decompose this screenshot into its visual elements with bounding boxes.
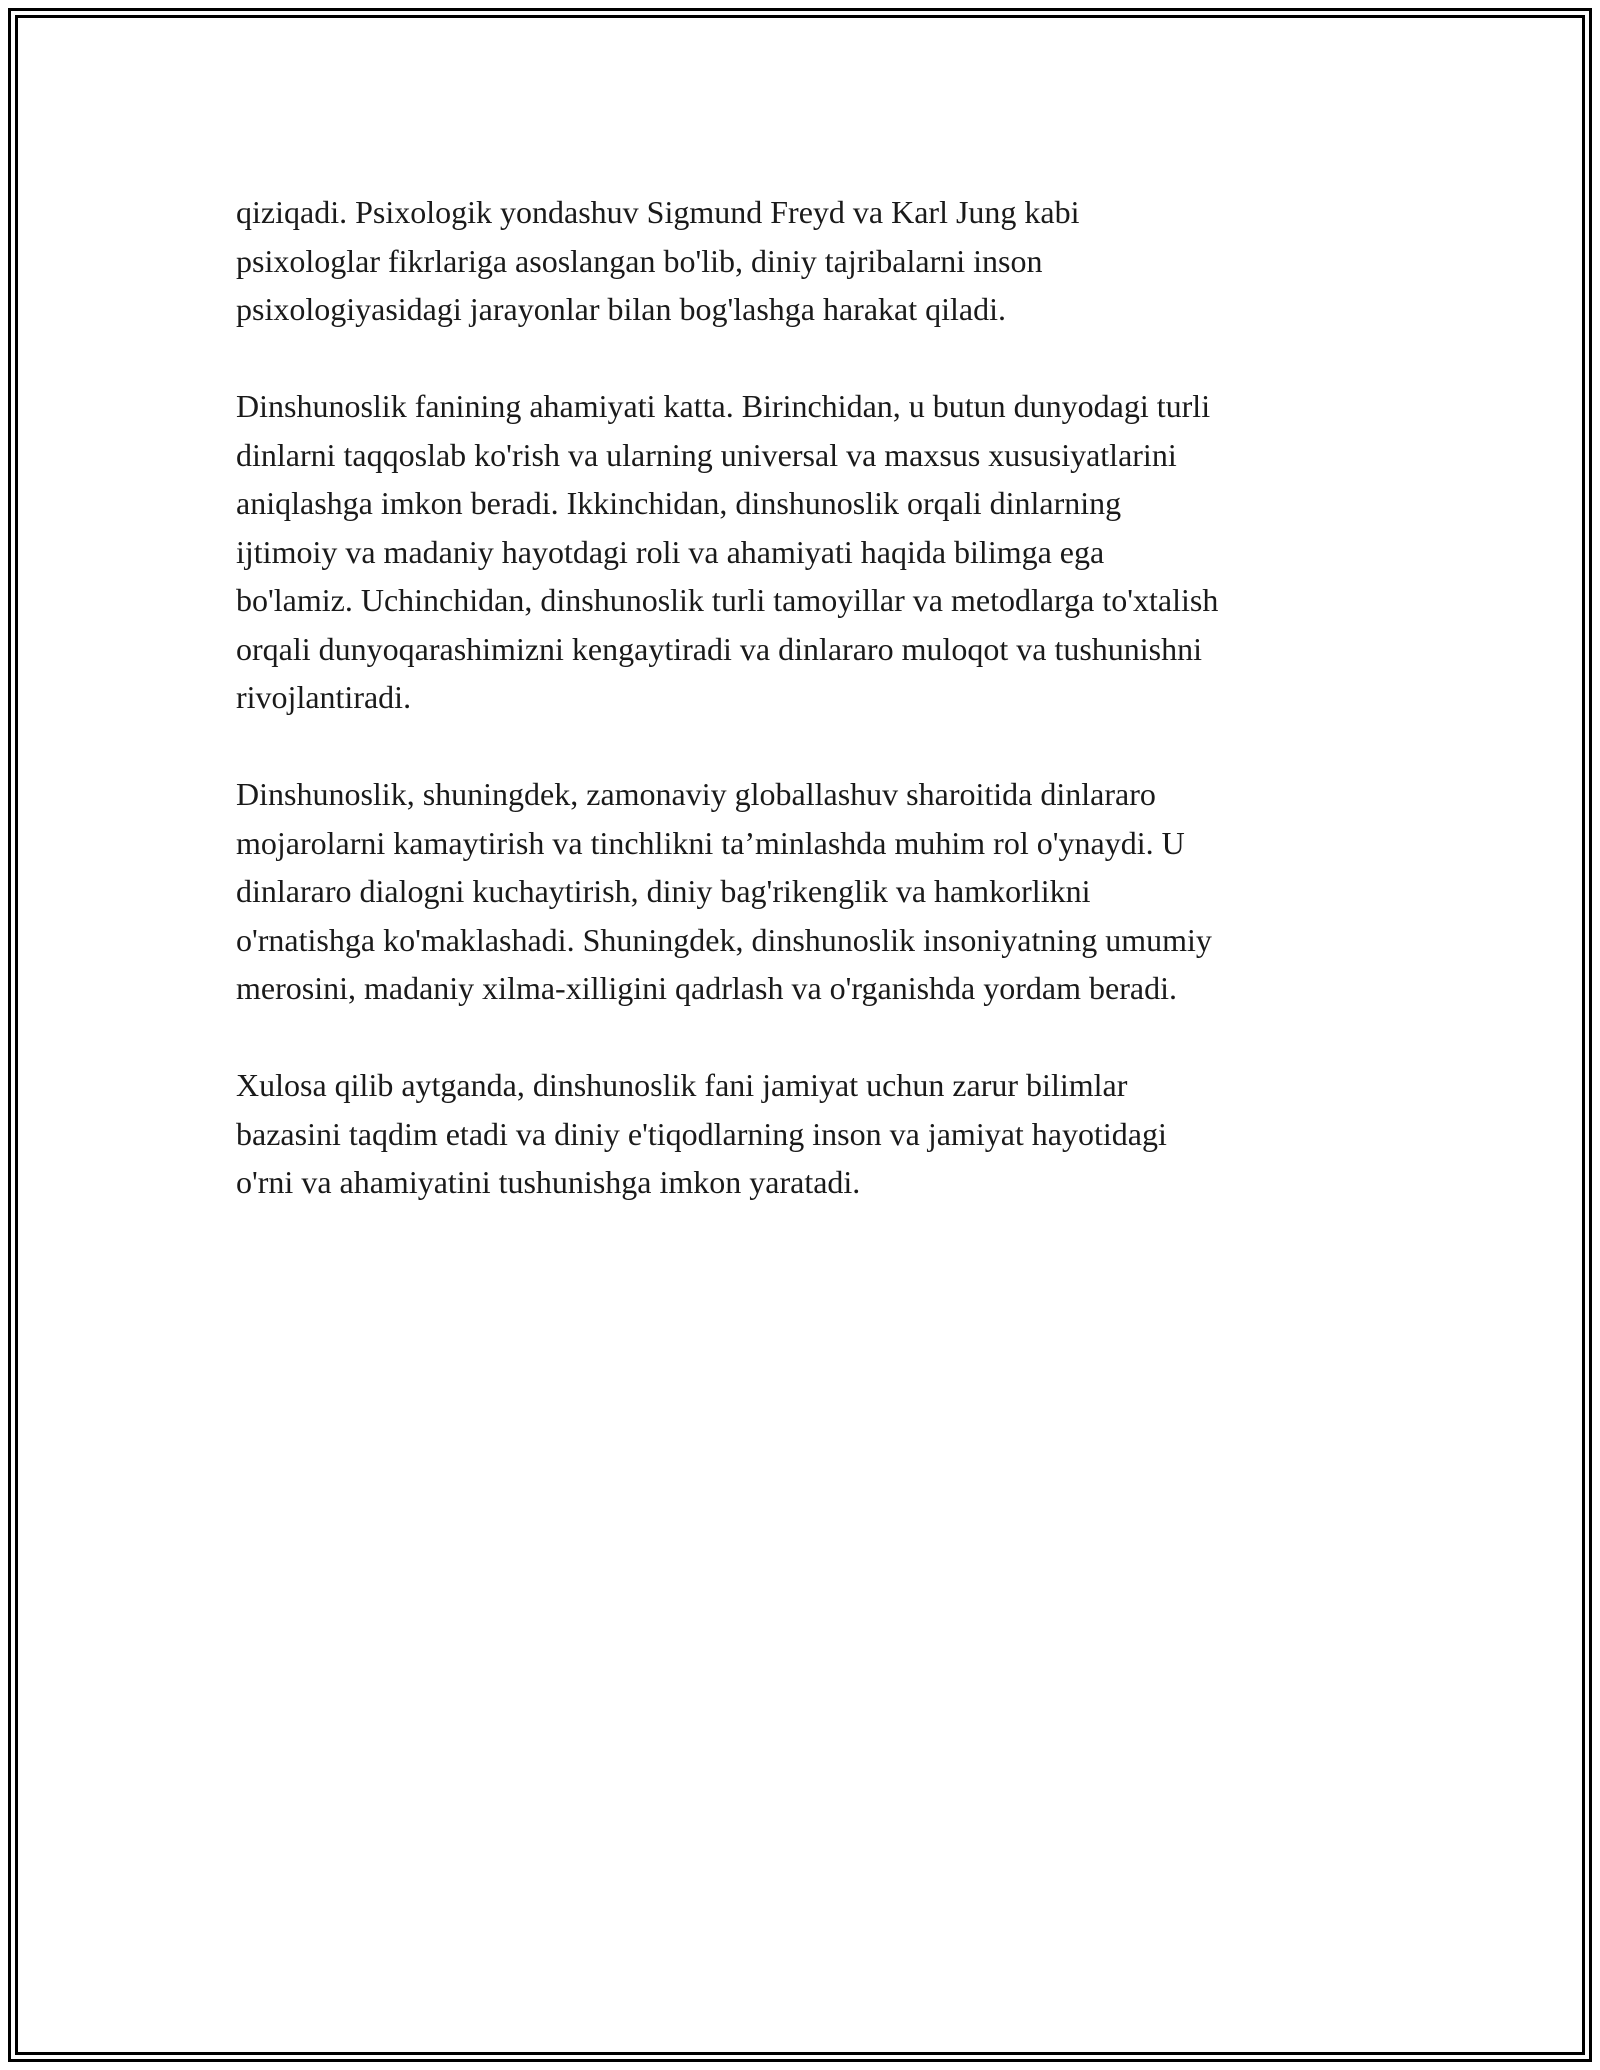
text-line: bo'lamiz. Uchinchidan, dinshunoslik turli tamoyillar va metodlarga to'xtalish bbox=[236, 582, 1219, 618]
paragraph-4 bbox=[236, 1061, 1376, 1207]
document-body bbox=[236, 188, 1376, 1255]
text-line: bazasini taqdim etadi va diniy e'tiqodlarning inson va jamiyat hayotidagi bbox=[236, 1115, 1167, 1152]
text-line: dinlarni taqqoslab ko'rish va ularning universal va maxsus xususiyatlarini bbox=[236, 436, 1177, 473]
text-line: mojarolarni kamaytirish va tinchlikni ta’minlashda muhim rol o'ynaydi. U bbox=[236, 824, 1185, 861]
text-line: qiziqadi. Psixologik yondashuv Sigmund Freyd va Karl Jung kabi bbox=[236, 194, 1080, 230]
text-line: rivojlantiradi. bbox=[236, 679, 412, 715]
text-line: aniqlashga imkon beradi. Ikkinchidan, dinshunoslik orqali dinlarning bbox=[236, 485, 1122, 521]
text-line: psixologlar fikrlariga asoslangan bo'lib, diniy tajribalarni inson bbox=[236, 242, 1043, 279]
paragraph-1 bbox=[236, 188, 1376, 334]
text-line: dinlararo dialogni kuchaytirish, diniy bag'rikenglik va hamkorlikni bbox=[236, 873, 1091, 909]
text-line: merosini, madaniy xilma-xilligini qadrlash va o'rganishda yordam beradi. bbox=[236, 970, 1177, 1006]
text-line: o'rnatishga ko'maklashadi. Shuningdek, dinshunoslik insoniyatning umumiy bbox=[236, 921, 1212, 958]
text-line: o'rni va ahamiyatini tushunishga imkon yaratadi. bbox=[236, 1164, 861, 1200]
paragraph-2 bbox=[236, 382, 1376, 722]
text-line: psixologiyasidagi jarayonlar bilan bog'lashga harakat qiladi. bbox=[236, 291, 1006, 327]
text-line: Xulosa qilib aytganda, dinshunoslik fani jamiyat uchun zarur bilimlar bbox=[236, 1067, 1128, 1103]
text-line: orqali dunyoqarashimizni kengaytiradi va dinlararo muloqot va tushunishni bbox=[236, 630, 1203, 667]
text-line: Dinshunoslik fanining ahamiyati katta. Birinchidan, u butun dunyodagi turli bbox=[236, 388, 1211, 424]
text-line: Dinshunoslik, shuningdek, zamonaviy globallashuv sharoitida dinlararo bbox=[236, 776, 1156, 812]
text-line: ijtimoiy va madaniy hayotdagi roli va ahamiyati haqida bilimga ega bbox=[236, 533, 1105, 570]
paragraph-3 bbox=[236, 770, 1376, 1013]
